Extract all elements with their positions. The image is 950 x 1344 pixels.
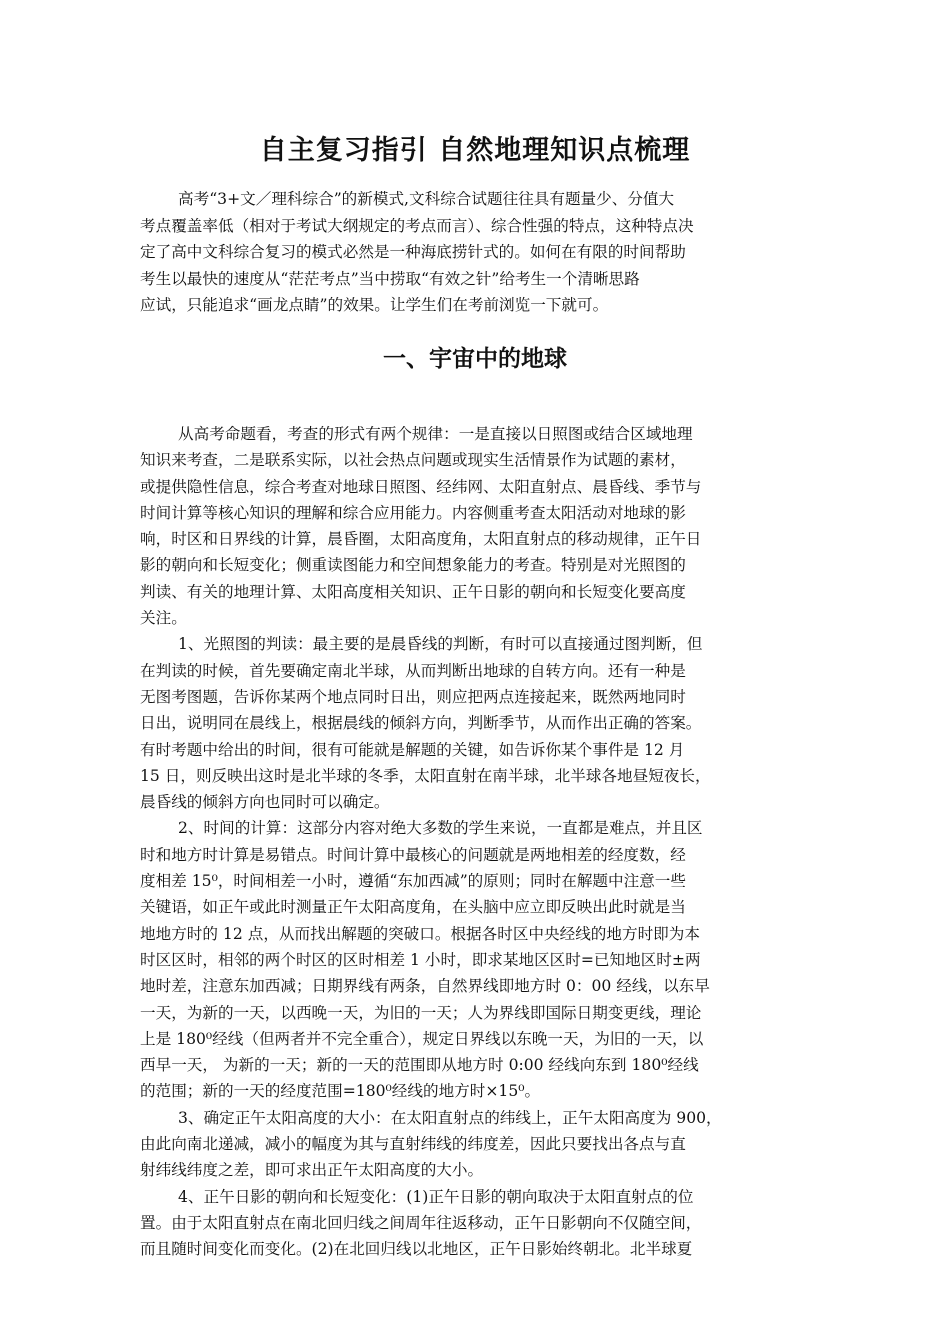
body-line: 判读、有关的地理计算、太阳高度相关知识、正午日影的朝向和长短变化要高度 [140,582,686,601]
body-line: 西早一天， 为新的一天；新的一天的范围即从地方时 0:00 经线向东到 180⁰经线 [140,1056,699,1075]
body-line: 3、确定正午太阳高度的大小：在太阳直射点的纬线上，正午太阳高度为 900， [178,1108,722,1127]
body-line: 度相差 15⁰，时间相差一小时，遵循“东加西减”的原则；同时在解题中注意一些 [140,872,686,891]
body-line: 2、时间的计算：这部分内容对绝大多数的学生来说，一直都是难点，并且区 [178,819,703,838]
body-line: 时间计算等核心知识的理解和综合应用能力。内容侧重考查太阳活动对地球的影 [140,503,686,522]
body-line: 晨昏线的倾斜方向也同时可以确定。 [140,793,390,812]
intro-line: 高考“3+文／理科综合”的新模式,文科综合试题往往具有题量少、分值大 [178,190,675,208]
body-line: 关注。 [140,609,187,628]
body-text [140,421,810,1263]
body-line: 的范围；新的一天的经度范围=180⁰经线的地方时×15⁰。 [140,1082,541,1101]
page-title: 自主复习指引 自然地理知识点梳理 [259,135,691,166]
body-line: 置。由于太阳直射点在南北回归线之间周年往返移动，正午日影朝向不仅随空间， [140,1213,702,1232]
body-line: 射纬线纬度之差，即可求出正午太阳高度的大小。 [140,1161,484,1180]
body-line: 关键语，如正午或此时测量正午太阳高度角，在头脑中应立即反映出此时就是当 [140,898,686,917]
body-line: 影的朝向和长短变化；侧重读图能力和空间想象能力的考查。特别是对光照图的 [140,556,686,575]
section-heading: 一、宇宙中的地球 [383,345,567,372]
intro-line: 考点覆盖率低（相对于考试大纲规定的考点而言）、综合性强的特点，这种特点决 [140,216,694,235]
intro-line: 考生以最快的速度从“茫茫考点”当中捞取“有效之针”给考生一个清晰思路 [140,269,640,288]
body-line: 而且随时间变化而变化。(2)在北回归线以北地区，正午日影始终朝北。北半球夏 [140,1240,693,1259]
body-line: 在判读的时候，首先要确定南北半球，从而判断出地球的自转方向。还有一种是 [140,661,686,680]
body-line: 4、正午日影的朝向和长短变化：(1)正午日影的朝向取决于太阳直射点的位 [178,1187,694,1206]
body-line: 有时考题中给出的时间，很有可能就是解题的关键，如告诉你某个事件是 12 月 [140,740,685,759]
body-line: 无图考图题，告诉你某两个地点同时日出，则应把两点连接起来，既然两地同时 [140,687,686,706]
body-line: 时区区时，相邻的两个时区的区时相差 1 小时，即求某地区区时=已知地区时±两 [140,950,701,969]
body-line: 15 日，则反映出这时是北半球的冬季，太阳直射在南半球，北半球各地昼短夜长， [140,766,711,785]
intro-line: 定了高中文科综合复习的模式必然是一种海底捞针式的。如何在有限的时间帮助 [140,243,686,261]
body-line: 从高考命题看，考查的形式有两个规律：一是直接以日照图或结合区域地理 [178,425,693,443]
intro-line: 应试，只能追求“画龙点睛”的效果。让学生们在考前浏览一下就可。 [140,296,609,314]
body-line: 或提供隐性信息，综合考查对地球日照图、经纬网、太阳直射点、晨昏线、季节与 [140,477,702,496]
body-line: 时和地方时计算是易错点。时间计算中最核心的问题就是两地相差的经度数，经 [140,845,686,864]
body-line: 地时差，注意东加西减；日期界线有两条，自然界线即地方时 0：00 经线，以东早 [140,977,710,996]
body-line: 1、光照图的判读：最主要的是晨昏线的判断，有时可以直接通过图判断，但 [178,635,703,654]
body-line: 地地方时的 12 点，从而找出解题的突破口。根据各时区中央经线的地方时即为本 [140,924,700,943]
body-line: 响，时区和日界线的计算，晨昏圈，太阳高度角，太阳直射点的移动规律，正午日 [140,530,702,549]
body-line: 知识来考查，二是联系实际，以社会热点问题或现实生活情景作为试题的素材， [140,451,686,470]
body-line: 上是 180⁰经线（但两者并不完全重合），规定日界线以东晚一天，为旧的一天，以 [140,1029,704,1048]
body-line: 日出，说明同在晨线上，根据晨线的倾斜方向，判断季节，从而作出正确的答案。 [140,714,702,733]
body-line: 由此向南北递减，减小的幅度为其与直射纬线的纬度差，因此只要找出各点与直 [140,1135,686,1154]
body-line: 一天，为新的一天，以西晚一天，为旧的一天；人为界线即国际日期变更线，理论 [140,1003,702,1022]
intro-paragraph [140,186,810,319]
